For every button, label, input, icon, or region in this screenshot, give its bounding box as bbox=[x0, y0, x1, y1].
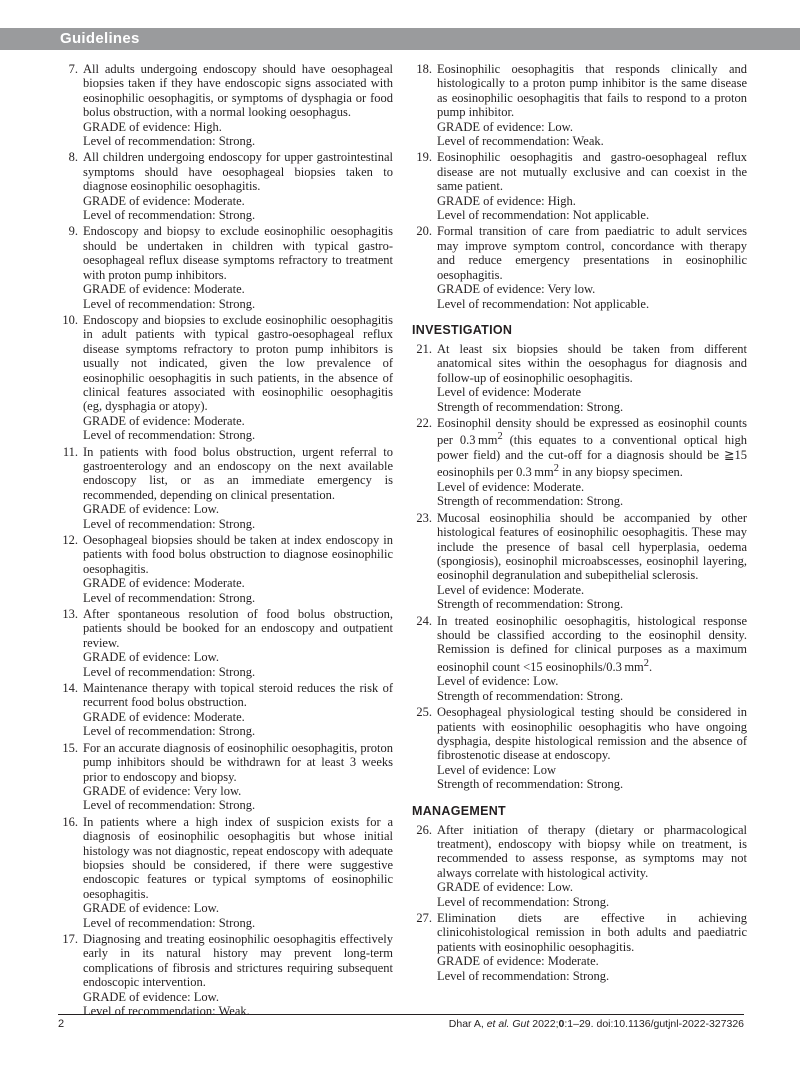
list-item bbox=[58, 932, 393, 1018]
investigation-heading: INVESTIGATION bbox=[412, 322, 513, 337]
evidence-level: Level of evidence: Low. bbox=[437, 674, 559, 689]
item-text: After spontaneous resolution of food bolus obstruction, patients should be booked for an endoscopy and outpatient review. bbox=[83, 607, 393, 650]
recommendation-level: Level of recommendation: Not applicable. bbox=[437, 208, 650, 223]
recommendation-list-right bbox=[412, 62, 747, 311]
evidence-level: GRADE of evidence: Moderate. bbox=[83, 413, 245, 428]
item-text: Endoscopy and biopsies to exclude eosinophilic oesophagitis in adult patients with typical gastro-oesophageal reflux disease symptoms refractory to proton pump inhibitors is usually not indicated, given the low prevalence of eosinophilic oesophagitis in such patients, in the absence of clinical features associated with eosinophilic oesophagitis (eg, dysphagia or atopy). bbox=[83, 312, 393, 414]
recommendation-level: Level of recommendation: Not applicable. bbox=[437, 296, 650, 311]
item-number: 27. bbox=[416, 911, 432, 925]
citation-rest: :1–29. doi:10.1136/gutjnl-2022-327326 bbox=[564, 1018, 744, 1030]
item-text: For an accurate diagnosis of eosinophilic oesophagitis, proton pump inhibitors should be withdrawn for at least 3 weeks prior to endoscopy and biopsy. bbox=[83, 740, 393, 784]
recommendation-level: Level of recommendation: Weak. bbox=[437, 134, 604, 149]
list-item bbox=[58, 815, 393, 930]
list-item bbox=[412, 342, 747, 414]
item-number: 20. bbox=[416, 224, 432, 239]
citation-year: 2022; bbox=[529, 1018, 559, 1030]
text-run: in any biopsy specimen. bbox=[558, 465, 683, 480]
citation-authors: Dhar A, bbox=[448, 1018, 487, 1030]
evidence-level: GRADE of evidence: Moderate. bbox=[83, 709, 245, 724]
item-text: Diagnosing and treating eosinophilic oesophagitis effectively early in its natural history may prevent long-term complications of fibrosis and strictures requiring subsequent endoscopic intervention. bbox=[83, 931, 393, 990]
item-text: All adults undergoing endoscopy should have oesophageal biopsies taken if they have endoscopic signs associated with eosinophilic oesophagitis, or symptoms of dysphagia or food bolus obstruction, with a normal looking oesophagus. bbox=[83, 62, 393, 120]
list-item bbox=[412, 911, 747, 983]
item-number: 13. bbox=[62, 607, 78, 622]
item-text: Oesophageal biopsies should be taken at index endoscopy in patients with food bolus obstruction to diagnose eosinophilic oesophagitis. bbox=[83, 533, 393, 576]
recommendation-level: Level of recommendation: Strong. bbox=[83, 428, 256, 443]
text-run: Eosinophil density should be expressed as eosinophil counts per 0.3 mm bbox=[437, 415, 747, 448]
item-text: Maintenance therapy with topical steroid reduces the risk of recurrent food bolus obstruction. bbox=[83, 681, 393, 710]
list-item bbox=[58, 313, 393, 443]
evidence-level: Level of evidence: Moderate bbox=[437, 385, 582, 400]
list-item bbox=[58, 607, 393, 679]
footer-divider bbox=[58, 1014, 744, 1015]
list-item bbox=[412, 150, 747, 222]
item-number: 19. bbox=[416, 150, 432, 165]
evidence-level: GRADE of evidence: High. bbox=[437, 193, 576, 208]
list-item bbox=[412, 614, 747, 704]
recommendation-level: Level of recommendation: Strong. bbox=[437, 894, 610, 909]
evidence-level: Level of evidence: Moderate. bbox=[437, 479, 585, 494]
evidence-level: GRADE of evidence: Low. bbox=[83, 502, 219, 517]
citation bbox=[449, 1018, 744, 1030]
evidence-level: GRADE of evidence: Low. bbox=[83, 901, 219, 916]
evidence-level: GRADE of evidence: Very low. bbox=[83, 783, 242, 798]
item-text: In patients with food bolus obstruction, urgent referral to gastroenterology and an endoscopy on the next available endoscopy list, or as an immediate emergency is recommended, depending on clinical presentation. bbox=[83, 444, 393, 502]
recommendation-level: Level of recommendation: Strong. bbox=[83, 724, 256, 739]
citation-etal: et al. bbox=[486, 1018, 510, 1030]
item-text: After initiation of therapy (dietary or pharmacological treatment), endoscopy with biopsy while on treatment, is recommended to assess response, as symptoms may not always correlate with histological activity. bbox=[437, 822, 747, 880]
item-number: 21. bbox=[416, 341, 432, 356]
list-item bbox=[58, 150, 393, 222]
recommendation-level: Strength of recommendation: Strong. bbox=[437, 688, 624, 703]
recommendation-level: Level of recommendation: Strong. bbox=[437, 968, 610, 983]
evidence-level: GRADE of evidence: High. bbox=[83, 119, 222, 134]
investigation-list bbox=[412, 342, 747, 792]
item-text: Mucosal eosinophilia should be accompanied by other histological features of eosinophilic oesophagitis. These may include the presence of basal cell hyperplasia, oedema (spongiosis), eosinophil microabscesses, eosinophil layering, eosinophil degranulation and subepithelial sclerosis. bbox=[437, 510, 747, 583]
evidence-level: Level of evidence: Moderate. bbox=[437, 582, 585, 597]
list-item bbox=[58, 224, 393, 310]
item-number: 22. bbox=[416, 415, 432, 430]
evidence-level: GRADE of evidence: Moderate. bbox=[83, 193, 245, 208]
item-number: 9. bbox=[68, 224, 78, 239]
evidence-level: Level of evidence: Low bbox=[437, 762, 557, 777]
item-text: Formal transition of care from paediatric to adult services may improve symptom control, concordance with therapy and reduce emergency presentations in eosinophilic oesophagitis. bbox=[437, 224, 747, 282]
superscript: 2 bbox=[643, 657, 649, 669]
recommendation-level: Level of recommendation: Weak. bbox=[83, 1004, 250, 1018]
superscript: 2 bbox=[497, 431, 503, 443]
item-number: 7. bbox=[68, 62, 78, 76]
list-item bbox=[412, 62, 747, 148]
text-run: In treated eosinophilic oesophagitis, histological response should be classified according to the eosinophil density. Remission is defined for clinical purposes as a maximum eosinophil count <15 eosinophils/0.3 mm bbox=[437, 613, 747, 674]
recommendation-level: Strength of recommendation: Strong. bbox=[437, 399, 624, 414]
item-text: Elimination diets are effective in achieving clinicohistological remission in both adults and paediatric patients with eosinophilic oesophagitis. bbox=[437, 911, 747, 954]
evidence-level: GRADE of evidence: Low. bbox=[83, 989, 219, 1004]
recommendation-level: Strength of recommendation: Strong. bbox=[437, 777, 624, 792]
item-text: Oesophageal physiological testing should be considered in patients with eosinophilic oesophagitis who have ongoing dysphagia, despite histological remission and the absence of fibrostenotic disease at endoscopy. bbox=[437, 705, 747, 763]
list-item bbox=[58, 533, 393, 605]
item-text: All children undergoing endoscopy for upper gastrointestinal symptoms should have oesophageal biopsies taken to diagnose eosinophilic oesophagitis. bbox=[83, 150, 393, 194]
citation-volume: 0 bbox=[558, 1018, 565, 1030]
list-item bbox=[412, 224, 747, 310]
recommendation-list-left bbox=[58, 62, 393, 1018]
management-heading: MANAGEMENT bbox=[412, 803, 506, 818]
item-text: At least six biopsies should be taken from different anatomical sites within the oesophagus for diagnosis and follow-up of eosinophilic oesophagitis. bbox=[437, 341, 747, 385]
item-text bbox=[437, 614, 747, 675]
text-run: . bbox=[648, 659, 653, 674]
item-number: 23. bbox=[416, 510, 432, 525]
recommendation-level: Level of recommendation: Strong. bbox=[83, 296, 256, 311]
item-number: 15. bbox=[62, 740, 78, 755]
item-number: 12. bbox=[62, 533, 78, 547]
list-item bbox=[412, 705, 747, 791]
item-number: 14. bbox=[62, 681, 78, 696]
recommendation-level: Level of recommendation: Strong. bbox=[83, 915, 256, 930]
management-list bbox=[412, 823, 747, 983]
list-item bbox=[58, 445, 393, 531]
item-text: In patients where a high index of suspicion exists for a diagnosis of eosinophilic oesophagitis but whose initial histology was not diagnostic, repeat endoscopy with adequate biopsies should be considered, if there were suggestive endoscopic features or typical symptoms of eosinophilic oesophagitis. bbox=[83, 814, 393, 901]
recommendation-level: Level of recommendation: Strong. bbox=[83, 134, 256, 149]
recommendation-level: Strength of recommendation: Strong. bbox=[437, 597, 624, 612]
section-title: Guidelines bbox=[60, 30, 140, 47]
superscript: 2 bbox=[553, 463, 559, 475]
evidence-level: GRADE of evidence: Very low. bbox=[437, 282, 596, 297]
list-item bbox=[58, 741, 393, 813]
item-number: 24. bbox=[416, 613, 432, 628]
right-column bbox=[412, 62, 747, 985]
left-column bbox=[58, 62, 393, 1020]
list-item bbox=[412, 416, 747, 509]
item-number: 25. bbox=[416, 705, 432, 720]
text-run: (this equates to a conventional optical high power field) and the cut-off for a diagnosis should be ≧15 eosinophils per 0.3 mm bbox=[437, 433, 747, 480]
recommendation-level: Level of recommendation: Strong. bbox=[83, 590, 256, 605]
item-number: 10. bbox=[62, 312, 78, 327]
item-text: Eosinophilic oesophagitis and gastro-oesophageal reflux disease are not mutually exclusive and can coexist in the same patient. bbox=[437, 150, 747, 194]
item-number: 18. bbox=[416, 62, 432, 76]
evidence-level: GRADE of evidence: Moderate. bbox=[83, 576, 245, 591]
evidence-level: GRADE of evidence: Moderate. bbox=[437, 954, 599, 969]
list-item bbox=[412, 511, 747, 612]
citation-journal: Gut bbox=[512, 1018, 530, 1030]
item-number: 26. bbox=[416, 822, 432, 837]
evidence-level: GRADE of evidence: Low. bbox=[437, 119, 573, 134]
recommendation-level: Level of recommendation: Strong. bbox=[83, 516, 256, 531]
evidence-level: GRADE of evidence: Low. bbox=[83, 650, 219, 665]
list-item bbox=[58, 681, 393, 739]
item-text bbox=[437, 416, 747, 480]
page-number: 2 bbox=[58, 1018, 65, 1030]
item-number: 17. bbox=[62, 931, 78, 946]
evidence-level: GRADE of evidence: Moderate. bbox=[83, 282, 245, 297]
item-number: 11. bbox=[62, 444, 78, 459]
list-item bbox=[58, 62, 393, 148]
recommendation-level: Level of recommendation: Strong. bbox=[83, 664, 256, 679]
recommendation-level: Level of recommendation: Strong. bbox=[83, 798, 256, 813]
item-text: Eosinophilic oesophagitis that responds clinically and histologically to a proton pump inhibitor is the same disease as eosinophilic oesophagitis that fails to respond to a proton pump inhibitor. bbox=[437, 62, 747, 120]
recommendation-level: Strength of recommendation: Strong. bbox=[437, 494, 624, 509]
item-text: Endoscopy and biopsy to exclude eosinophilic oesophagitis should be undertaken in children with typical gastro-oesophageal reflux disease symptoms refractory to treatment with proton pump inhibitors. bbox=[83, 224, 393, 282]
recommendation-level: Level of recommendation: Strong. bbox=[83, 208, 256, 223]
list-item bbox=[412, 823, 747, 909]
item-number: 16. bbox=[62, 814, 78, 829]
item-number: 8. bbox=[68, 150, 78, 165]
evidence-level: GRADE of evidence: Low. bbox=[437, 880, 573, 895]
